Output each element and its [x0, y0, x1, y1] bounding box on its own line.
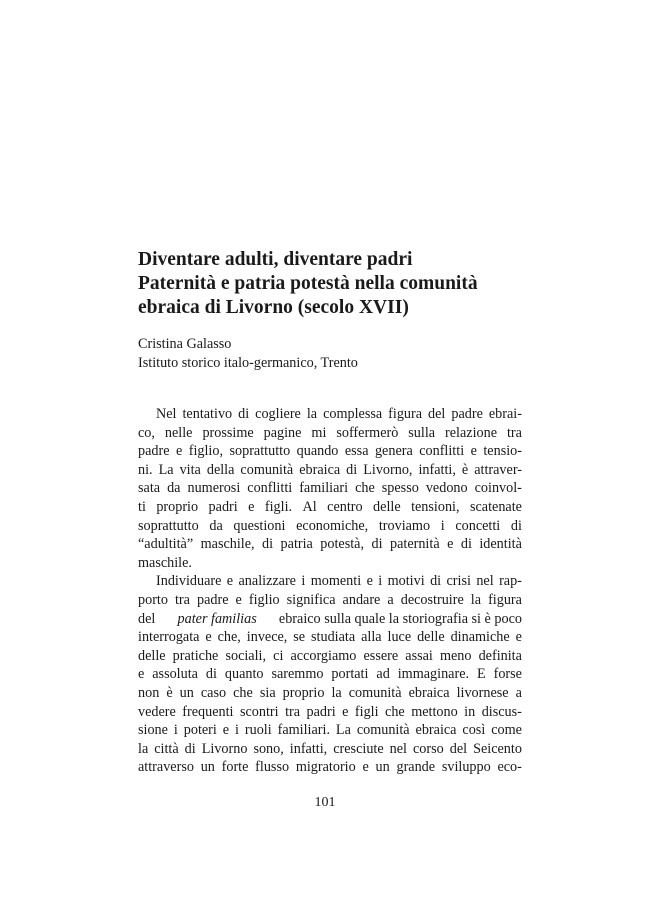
word: un [375, 759, 390, 776]
word: questioni [233, 517, 286, 534]
word: flusso [255, 759, 290, 776]
text-line [138, 721, 522, 740]
word: La [158, 461, 174, 478]
word: figlio, [188, 443, 224, 460]
word: significa [286, 591, 336, 608]
word: proprio [282, 684, 325, 701]
word: mettono [411, 703, 458, 720]
word: accorgiamo [290, 647, 357, 664]
text-line [138, 498, 522, 517]
word: e [366, 573, 373, 590]
word: da [209, 517, 223, 534]
word: attraver- [474, 461, 522, 478]
word: vedono [425, 480, 468, 497]
word: livornese [456, 684, 509, 701]
word: eco- [497, 759, 522, 776]
word: figli. [264, 498, 293, 515]
italic-term: pater familias [177, 610, 257, 627]
word: soffermerò [336, 424, 399, 441]
word: mi [311, 424, 327, 441]
word: coinvol- [474, 480, 522, 497]
word: grande [396, 759, 436, 776]
word: e [447, 536, 454, 553]
word: ci [273, 647, 284, 664]
word: ebrai- [488, 406, 522, 422]
word: i [235, 722, 239, 739]
word: sia [259, 684, 276, 701]
word: sviluppo [441, 759, 491, 776]
word: cresciute [333, 740, 384, 757]
word: forse [493, 666, 522, 683]
word: padre [138, 443, 170, 460]
word: Individuare [156, 573, 222, 590]
word: figli [354, 703, 379, 720]
word: di [510, 517, 522, 534]
word: tra [506, 424, 522, 441]
word: figura [388, 406, 423, 422]
word: i [173, 722, 178, 739]
word: la [138, 740, 149, 757]
word: e [362, 759, 369, 776]
word: di [346, 461, 358, 478]
word: di [460, 536, 472, 553]
text-line [138, 461, 522, 480]
word: sione [138, 722, 168, 739]
word: genera [374, 443, 413, 460]
word: i [440, 517, 445, 534]
author-block [138, 335, 538, 373]
word: soprattutto [138, 517, 199, 534]
word: sata [138, 480, 161, 497]
word: città [154, 740, 179, 757]
word: di [371, 536, 383, 553]
text-line [138, 758, 522, 777]
word: porto [138, 591, 168, 608]
word: la [306, 406, 318, 422]
text-line [138, 628, 522, 647]
word: maschile, [200, 536, 255, 553]
word: di [184, 740, 196, 757]
word: Livorno [201, 740, 248, 757]
text-line [138, 535, 522, 554]
word: migratorio [295, 759, 356, 776]
word: saremmo [271, 666, 324, 683]
word: Al [302, 498, 317, 515]
word: figura [488, 591, 522, 608]
word: se [293, 629, 306, 646]
word: prossime [202, 424, 254, 441]
word: padre [451, 406, 483, 422]
word: come [491, 722, 522, 739]
word: di [238, 406, 250, 422]
word: delle [138, 647, 166, 664]
word: padri [208, 498, 238, 515]
word: alla [361, 629, 382, 646]
word: troviamo [378, 517, 431, 534]
word: infatti, [418, 461, 456, 478]
word: essa [344, 443, 369, 460]
word: familiari. [277, 722, 330, 739]
word: analizzare [238, 573, 296, 590]
word: meno [439, 647, 472, 664]
word: ad [376, 666, 390, 683]
word: immaginare. [397, 666, 470, 683]
word: conflitti [419, 443, 465, 460]
word: numerosi [187, 480, 241, 497]
word: ti [138, 498, 146, 515]
word: da [167, 480, 181, 497]
word: e [470, 443, 477, 460]
word: in [464, 703, 476, 720]
text-line [138, 684, 522, 703]
word: nel [389, 740, 407, 757]
word: discus- [481, 703, 522, 720]
word: del [449, 740, 468, 757]
text-line: maschile. [138, 554, 192, 571]
word: La [335, 722, 351, 739]
word: a [387, 591, 394, 608]
word: ni. [138, 461, 153, 478]
word: complessa [323, 406, 383, 422]
text-segment: ebraico sulla quale la storiografia si è poco [278, 610, 522, 627]
word: scontri [239, 703, 279, 720]
word: così [462, 722, 486, 739]
word: di [430, 573, 442, 590]
word: i [301, 573, 306, 590]
word: “adultità” [138, 536, 194, 553]
word: conflitti [247, 480, 293, 497]
word: è [461, 461, 469, 478]
text-line [138, 665, 522, 684]
word: i [378, 573, 383, 590]
word: assoluta [152, 666, 198, 683]
word: e [138, 666, 145, 683]
word: nel [476, 573, 494, 590]
text-line [138, 479, 522, 498]
word: assai [405, 647, 433, 664]
word: spesso [381, 480, 419, 497]
title-line: Diventare adulti, diventare padri [138, 249, 413, 270]
word: luce [387, 629, 412, 646]
word: soprattutto [229, 443, 291, 460]
word: centro [327, 498, 363, 515]
word: relazione [445, 424, 498, 441]
title-line: ebraica di Livorno (secolo XVII) [138, 297, 409, 318]
word: familiari [299, 480, 349, 497]
word: e [222, 722, 230, 739]
text-line [138, 405, 522, 424]
word: a [515, 684, 522, 701]
body-text [138, 405, 522, 777]
word: Livorno, [363, 461, 413, 478]
word: ebraica [299, 461, 341, 478]
word: andare [342, 591, 381, 608]
word: interrogata [138, 629, 200, 646]
text-segment: del [138, 610, 156, 627]
word: cogliere [255, 406, 301, 422]
word: che [355, 480, 375, 497]
text-line [138, 424, 522, 443]
word: e [226, 573, 234, 590]
text-line [138, 517, 522, 536]
word: momenti [310, 573, 362, 590]
text-line [138, 740, 522, 759]
word: che [385, 703, 405, 720]
word: e [205, 629, 212, 646]
word: la [331, 684, 342, 701]
word: quando [296, 443, 339, 460]
word: Nel [156, 406, 177, 422]
word: Seicento [473, 740, 522, 757]
word: caso [200, 684, 227, 701]
word: comunità [240, 461, 294, 478]
word: e [175, 443, 183, 460]
word: la [470, 591, 482, 608]
word: paternità [389, 536, 440, 553]
word: tensio- [483, 443, 522, 460]
word: E [476, 666, 486, 683]
author-affiliation: Istituto storico italo-germanico, Trento [138, 355, 358, 371]
word: crisi [446, 573, 471, 590]
word: figlio [248, 591, 280, 608]
word: e [235, 591, 242, 608]
text-line [138, 591, 522, 610]
page-number: 101 [314, 795, 336, 810]
word: ebraica [415, 722, 457, 739]
title-line: Paternità e patria potestà nella comunità [138, 273, 478, 294]
text-line-italic-mix [138, 610, 522, 629]
word: delle [417, 629, 445, 646]
word: motivi [387, 573, 425, 590]
word: pagine [263, 424, 302, 441]
word: infatti, [289, 740, 328, 757]
word: non [138, 684, 160, 701]
word: proprio [156, 498, 199, 515]
author-name: Cristina Galasso [138, 336, 232, 352]
word: frequenti [182, 703, 234, 720]
word: un [179, 684, 194, 701]
word: della [206, 461, 235, 478]
word: tra [174, 591, 190, 608]
word: attraverso [138, 759, 194, 776]
word: comunità [348, 684, 402, 701]
text-line [138, 703, 522, 722]
word: tra [285, 703, 301, 720]
word: vita [179, 461, 201, 478]
word: economiche, [296, 517, 369, 534]
word: pratiche [172, 647, 219, 664]
word: padri [306, 703, 336, 720]
word: che, [217, 629, 241, 646]
word: padre [196, 591, 229, 608]
word: comunità [356, 722, 410, 739]
word: portati [331, 666, 369, 683]
word: poteri [183, 722, 217, 739]
word: rap- [499, 573, 522, 590]
article-title [138, 248, 538, 320]
word: potestà, [320, 536, 365, 553]
word: di [205, 666, 217, 683]
word: delle [373, 498, 401, 515]
text-line [138, 442, 522, 461]
word: scatenate [469, 498, 522, 515]
word: sulla [408, 424, 436, 441]
word: co, [138, 424, 155, 441]
word: definita [478, 647, 522, 664]
word: tentativo [182, 406, 233, 422]
word: identità [479, 536, 522, 553]
word: forte [221, 759, 249, 776]
word: nelle [164, 424, 193, 441]
word: decostruire [400, 591, 464, 608]
word: tensioni, [411, 498, 460, 515]
word: ebraica [408, 684, 450, 701]
text-line [138, 572, 522, 591]
word: sociali, [225, 647, 267, 664]
word: del [428, 406, 446, 422]
word: quanto [224, 666, 264, 683]
word: di [262, 536, 274, 553]
word: e [342, 703, 349, 720]
word: e [515, 629, 522, 646]
word: ruoli [244, 722, 272, 739]
word: e [248, 498, 255, 515]
word: che [233, 684, 253, 701]
word: sono, [253, 740, 284, 757]
text-line [138, 647, 522, 666]
word: vedere [138, 703, 176, 720]
word: è [166, 684, 173, 701]
word: patria [280, 536, 313, 553]
word: studiata [311, 629, 356, 646]
word: concetti [455, 517, 501, 534]
word: un [200, 759, 215, 776]
word: dinamiche [450, 629, 510, 646]
word: corso [413, 740, 444, 757]
word: essere [363, 647, 399, 664]
word: invece, [246, 629, 288, 646]
